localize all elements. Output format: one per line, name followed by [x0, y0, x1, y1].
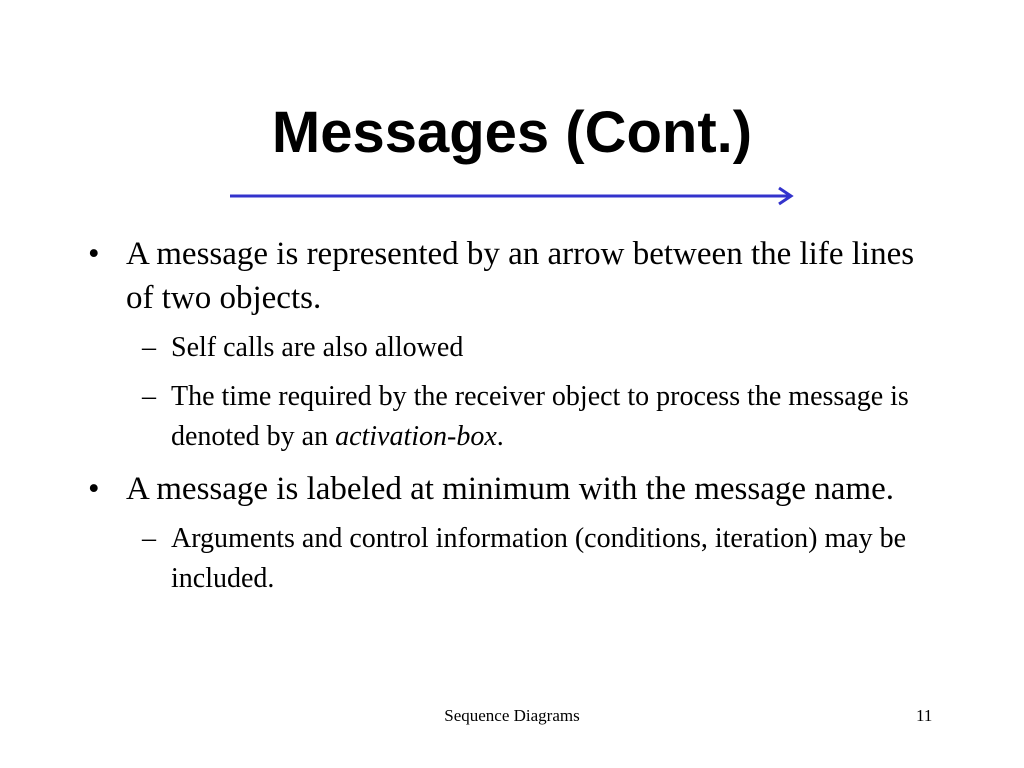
sub-bullet-marker: –: [142, 381, 156, 412]
sub-bullet-tail: .: [496, 421, 504, 452]
sub-bullet-item: [88, 519, 948, 599]
arrow-icon: [228, 184, 798, 208]
sub-bullet-item: [88, 328, 948, 368]
sub-bullet-text: Arguments and control information (conditions, iteration) may be included.: [171, 523, 907, 594]
bullet-item: [88, 232, 948, 320]
bullet-item: [88, 467, 948, 511]
bullet-text: A message is represented by an arrow between the life lines of two objects.: [126, 236, 915, 316]
activation-box-term: activation-box: [335, 421, 497, 452]
sub-bullet-marker: –: [142, 332, 156, 363]
bullet-text: A message is labeled at minimum with the message name.: [126, 471, 894, 507]
bullet-marker: •: [88, 236, 100, 272]
bullet-list: [88, 232, 948, 599]
sub-bullet-marker: –: [142, 523, 156, 554]
bullet-marker: •: [88, 471, 100, 507]
sub-bullet-text: The time required by the receiver object to process the message is denoted by an: [171, 381, 909, 452]
sub-bullet-text: Self calls are also allowed: [171, 332, 464, 363]
page-number: 11: [916, 706, 933, 725]
slide-title: Messages (Cont.): [271, 100, 753, 165]
footer-title: Sequence Diagrams: [444, 706, 580, 725]
sub-bullet-item: [88, 377, 948, 457]
